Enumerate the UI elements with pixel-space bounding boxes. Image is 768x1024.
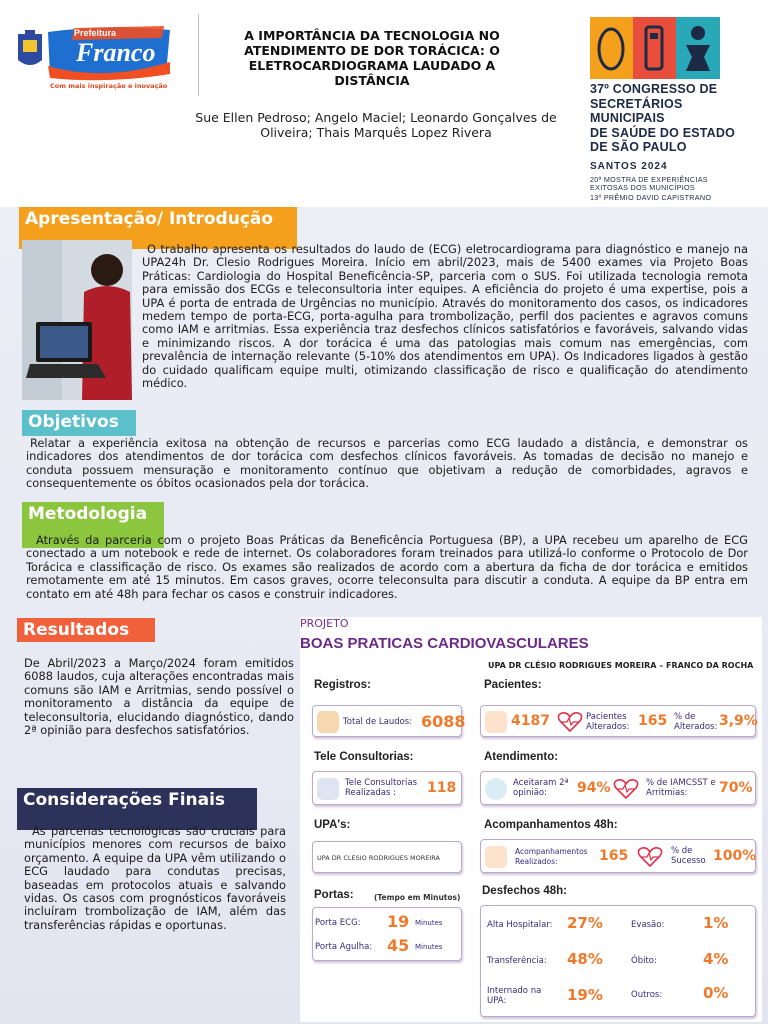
tele-item: Tele Consultorias Realizadas : bbox=[345, 778, 417, 798]
congress-emblem bbox=[590, 17, 720, 79]
poster-title: A IMPORTÂNCIA DA TECNOLOGIA NO ATENDIMENTO DE DOR TORÁCICA: O ELETROCARDIOGRAMA LAUDADO A DISTÂNCIA bbox=[244, 28, 500, 88]
registros-card bbox=[312, 705, 466, 737]
porta-agulha-unit: Minutes bbox=[415, 943, 443, 951]
congress-line-2: SECRETÁRIOS MUNICIPAIS bbox=[590, 96, 683, 125]
pacientes-label: Pacientes: bbox=[484, 679, 542, 691]
logo-slogan: Com mais inspiração e inovação bbox=[50, 82, 168, 90]
congress-note-1: 20ª MOSTRA DE EXPERIÊNCIAS bbox=[590, 174, 708, 184]
portas-label: Portas: bbox=[314, 889, 354, 901]
atendimento-value-2: 70% bbox=[719, 780, 753, 796]
pacientes-alt-label: Pacientes Alterados: bbox=[586, 712, 630, 732]
pacientes-pct-label: % de Alterados: bbox=[674, 712, 718, 732]
patient-icon bbox=[485, 711, 507, 733]
success-heart-icon bbox=[637, 846, 663, 872]
internado-label: Internado na UPA: bbox=[487, 986, 542, 1006]
apresentacao-text: O trabalho apresenta os resultados do laudo de (ECG) eletrocardiograma para diagnóstico e manejo na UPA24h Dr. Clesio Rodrigues Moreira. Início em abril/2023, mais de 5400 exames via Projeto Boas Práticas: Cardiologia do Hospital Beneficência-SP, parceria com o SUS. Foi utilizada tecnologia remota para emissão dos ECGs e teleconsultoria inter equipes. A eficiência do projeto é uma expertise, pois a UPA é porta de entrada de Urgências no município. Através do monitoramento dos casos, os indicadores medem tempo de porta-ECG, porta-agulha para trombolização, perfil dos pacientes e agravos comuns como IAM e arritmias. Essa experiência traz desfechos clínicos satisfatórios e favoráveis, salvando vidas e minimizando riscos. A dor torácica é uma das patologias mais comum nas emergências, com prevalência de internação relevante (5-10% dos atendimentos em UPA). Os Indicadores ligados à gestão do cuidado qualificam equipe multi, otimizando classificação de risco e qualificação do atendimento médico. bbox=[142, 242, 748, 391]
resultados-heading: Resultados bbox=[17, 618, 155, 642]
congress-note-2: EXITOSAS DOS MUNICÍPIOS bbox=[590, 183, 696, 193]
dashboard-subtitle: UPA DR CLÉSIO RODRIGUES MOREIRA – FRANCO DA ROCHA bbox=[488, 661, 754, 670]
evasao-label: Evasão: bbox=[631, 920, 665, 930]
porta-agulha-value: 45 bbox=[387, 936, 410, 955]
obito-label: Óbito: bbox=[631, 956, 657, 966]
porta-agulha-label: Porta Agulha: bbox=[315, 942, 373, 952]
transf-value: 48% bbox=[567, 950, 603, 968]
header-divider bbox=[198, 14, 199, 96]
transf-label: Transferência: bbox=[487, 956, 547, 966]
portas-card bbox=[312, 907, 462, 961]
atendimento-value-1: 94% bbox=[577, 780, 611, 796]
logo-prefeitura-text: Prefeitura bbox=[74, 28, 117, 38]
congress-line-3: DE SAÚDE DO ESTADO bbox=[590, 125, 736, 140]
porta-ecg-label: Porta ECG: bbox=[315, 918, 361, 928]
pacientes-pct-value: 3,9% bbox=[719, 713, 758, 729]
atendimento-item-2: % de IAMCSST e Arritmias: bbox=[646, 778, 716, 798]
heartbeat-icon bbox=[557, 711, 583, 737]
congress-line-4: DE SÃO PAULO bbox=[590, 140, 687, 154]
tele-value: 118 bbox=[427, 780, 457, 796]
stethoscope-icon bbox=[485, 778, 507, 800]
tele-card bbox=[312, 771, 462, 805]
tele-label: Tele Consultorias: bbox=[314, 751, 414, 763]
acomp-item-2: % de Sucesso bbox=[671, 846, 706, 866]
objetivos-text: Relatar a experiência exitosa na obtenção de recursos e parcerias como ECG laudado a distância, e demonstrar os indicadores dos atendimentos de dor torácica com desfechos clínicos favoráveis. As tomadas de decisão no manejo e conduta possuem mensuração e monitoramento contínuo que objetivam a redução de comorbidades, agravos e consequentemente os óbitos ocasionados pela dor torácica. bbox=[26, 436, 748, 491]
acomp-card bbox=[480, 839, 756, 873]
teleconsult-icon bbox=[317, 778, 339, 800]
pacientes-count: 4187 bbox=[511, 713, 550, 729]
city-crest-icon bbox=[18, 30, 42, 65]
atendimento-label: Atendimento: bbox=[484, 751, 559, 763]
objetivos-heading: Objetivos bbox=[22, 410, 136, 436]
alta-value: 27% bbox=[567, 914, 603, 932]
atendimento-card bbox=[480, 771, 756, 805]
acomp-value-2: 100% bbox=[713, 848, 757, 864]
upas-label: UPA's: bbox=[314, 819, 351, 831]
prefeitura-logo bbox=[14, 18, 174, 93]
registros-label: Registros: bbox=[314, 679, 371, 691]
internado-value: 19% bbox=[567, 986, 603, 1004]
laudos-icon bbox=[317, 711, 339, 733]
consideracoes-text: As parcerias tecnológicas são cruciais para municípios menores com recursos de baixo orçamento. A equipe da UPA vêm utilizando o ECG laudado para condutas precisas, baseadas em protocolos atuais e salvando vidas. Os casos com prognósticos favoráveis incluíram trombolização de IAM, além das transferências rápidas e oportunas. bbox=[24, 824, 286, 932]
acomp-label: Acompanhamentos 48h: bbox=[484, 819, 618, 831]
alta-label: Alta Hospitalar: bbox=[487, 920, 553, 930]
registros-value: 6088 bbox=[421, 712, 466, 731]
dashboard-title: BOAS PRATICAS CARDIOVASCULARES bbox=[300, 635, 589, 652]
congress-line-1: 37º CONGRESSO DE bbox=[590, 82, 718, 96]
outros-value: 0% bbox=[703, 984, 729, 1002]
porta-ecg-unit: Minutes bbox=[415, 919, 443, 927]
consideracoes-heading: Considerações Finais bbox=[17, 788, 257, 830]
pacientes-card bbox=[480, 705, 756, 737]
registros-item: Total de Laudos: bbox=[343, 717, 413, 727]
evasao-value: 1% bbox=[703, 914, 729, 932]
acomp-item-1: Acompanhamentos Realizados: bbox=[515, 847, 588, 866]
nurse-icon bbox=[485, 846, 507, 868]
logo-city-name: Franco bbox=[76, 38, 156, 67]
upas-item: UPA DR CLESIO RODRIGUES MOREIRA bbox=[317, 854, 440, 862]
poster-authors: Sue Ellen Pedroso; Angelo Maciel; Leonardo Gonçalves de Oliveira; Thais Marquês Lopez Rivera bbox=[195, 110, 557, 140]
ecg-photo bbox=[22, 240, 132, 400]
congress-city: SANTOS 2024 bbox=[590, 160, 668, 172]
desfechos-label: Desfechos 48h: bbox=[482, 885, 568, 897]
atendimento-item-1: Aceitaram 2ª opinião: bbox=[513, 778, 569, 798]
desfechos-card bbox=[480, 905, 756, 1017]
apresentacao-heading: Apresentação/ Introdução bbox=[19, 207, 297, 249]
obito-value: 4% bbox=[703, 950, 729, 968]
dashboard-panel bbox=[300, 617, 762, 1022]
porta-ecg-value: 19 bbox=[387, 912, 410, 931]
acomp-value-1: 165 bbox=[599, 848, 629, 864]
upas-card bbox=[312, 841, 462, 873]
portas-note: (Tempo em Minutos) bbox=[374, 893, 461, 902]
congress-note-3: 13º PRÊMIO DAVID CAPISTRANO bbox=[590, 192, 712, 202]
outros-label: Outros: bbox=[631, 990, 663, 1000]
dashboard-project-tag: PROJETO bbox=[300, 617, 349, 630]
pacientes-alt-value: 165 bbox=[638, 713, 668, 729]
heart-icon bbox=[613, 778, 639, 804]
metodologia-heading: Metodologia bbox=[22, 502, 164, 548]
resultados-text: De Abril/2023 a Março/2024 foram emitidos 6088 laudos, cuja alterações encontradas mais comuns são IAM e Arritmias, sendo possível o monitoramento a distância da equipe de teleconsultoria, elucidando diagnóstico, dando 2ª opinião para desfechos satisfatórios. bbox=[24, 656, 294, 738]
congress-info bbox=[590, 82, 760, 202]
metodologia-text: Através da parceria com o projeto Boas Práticas da Beneficência Portuguesa (BP), a UPA recebeu um aparelho de ECG conectado a um notebook e rede de internet. Os colaboradores foram treinados para utilizá-lo conforme o Protocolo de Dor Torácica e classificação de risco. Os exames são realizados de acordo com a abertura da ficha de dor torácica e emitidos remotamente em até 15 minutos. Em casos graves, ocorre teleconsulta para discutir a conduta. A equipe da BP entra em contato em até 48h para fechar os casos e construir indicadores. bbox=[26, 533, 748, 601]
